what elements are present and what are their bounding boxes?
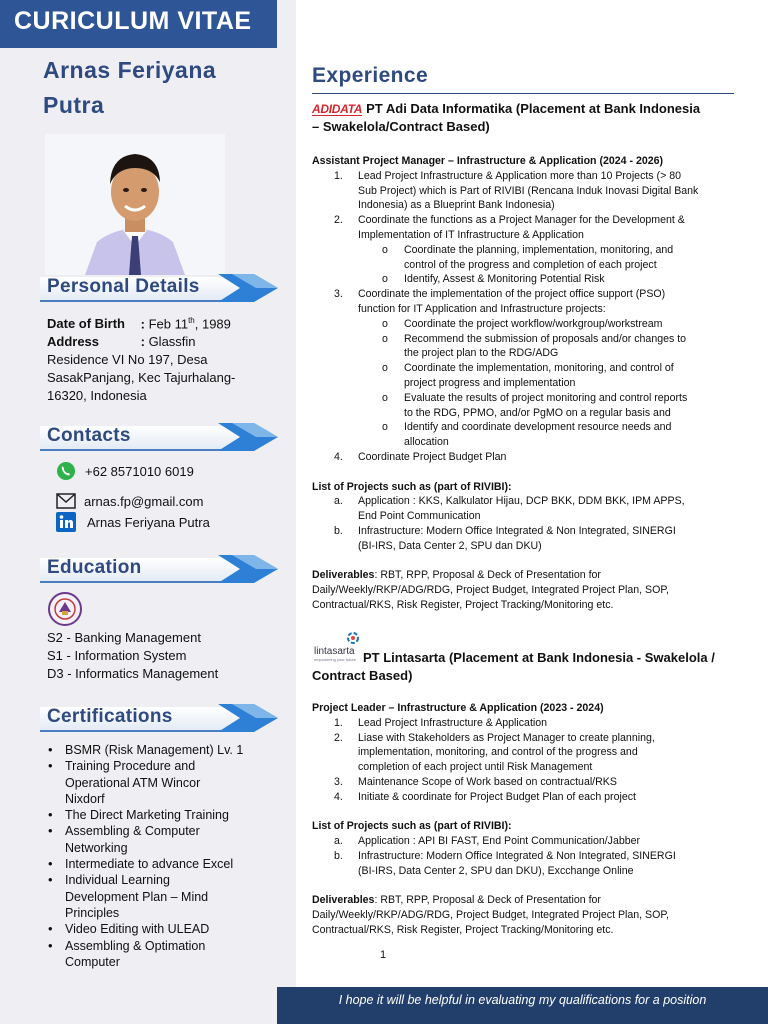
experience-lintasarta-details bbox=[312, 701, 740, 938]
numbered-item bbox=[312, 716, 740, 731]
arrow-decoration-icon bbox=[218, 423, 284, 455]
address-line-2: Residence VI No 197, Desa bbox=[47, 352, 208, 368]
certification-item: • Intermediate to advance Excel bbox=[46, 856, 286, 872]
item-marker: o bbox=[382, 421, 388, 434]
name-line-1: Arnas Feriyana bbox=[43, 57, 217, 83]
item-line: allocation bbox=[404, 436, 449, 449]
arrow-decoration-icon bbox=[218, 274, 284, 306]
numbered-item bbox=[312, 731, 740, 775]
footer-banner: I hope it will be helpful in evaluating my qualifications for a position bbox=[277, 987, 768, 1024]
projects-title: List of Projects such as (part of RIVIBI): bbox=[312, 820, 512, 833]
item-line: the project plan to the RDG/ADG bbox=[404, 347, 559, 360]
item-marker: o bbox=[382, 391, 388, 404]
contacts-heading bbox=[40, 423, 285, 457]
item-marker: a. bbox=[334, 495, 343, 508]
item-marker: 4. bbox=[334, 450, 343, 463]
contact-linkedin bbox=[55, 512, 210, 532]
profile-photo bbox=[45, 134, 225, 275]
certification-item: • BSMR (Risk Management) Lv. 1 bbox=[46, 742, 286, 758]
personal-details: Date of Birth : Feb 11th, 1989 Address : Glassfin Residence VI No 197, Desa SasakPanjang, Kec Tajurhalang- 16320, Indonesia bbox=[47, 312, 287, 405]
item-line: Coordinate the project workflow/workgroup/workstream bbox=[404, 317, 663, 330]
item-marker: 3. bbox=[334, 288, 343, 301]
linkedin-icon bbox=[55, 512, 77, 532]
project-item bbox=[312, 849, 740, 879]
certification-item: • Assembling & Optimation Computer bbox=[46, 938, 286, 971]
deliverables-text: : RBT, RPP, Proposal & Deck of Presentation for bbox=[374, 894, 601, 907]
dob-label: Date of Birth bbox=[47, 316, 125, 332]
person-portrait-icon bbox=[45, 134, 225, 275]
lintasarta-mark-icon bbox=[346, 631, 360, 645]
item-marker: o bbox=[382, 243, 388, 256]
item-line: project progress and implementation bbox=[404, 376, 576, 389]
deliverables-line: Daily/Weekly/RKP/ADG/RDG, Project Budget, Integrated Project Plan, SOP, bbox=[312, 909, 670, 922]
item-line: Identify, Assest & Monitoring Potential Risk bbox=[404, 273, 605, 286]
deliverables-line: Daily/Weekly/RKP/ADG/RDG, Project Budget, Integrated Project Plan, SOP, bbox=[312, 584, 670, 597]
experience-title: Experience bbox=[312, 64, 429, 87]
company-name-line-2: Contract Based) bbox=[312, 668, 413, 683]
deliverables-label: Deliverables bbox=[312, 569, 375, 582]
item-marker: o bbox=[382, 332, 388, 345]
item-line: Coordinate Project Budget Plan bbox=[358, 450, 507, 463]
deliverables-text: : RBT, RPP, Proposal & Deck of Presentation for bbox=[374, 569, 601, 582]
item-marker: b. bbox=[334, 524, 343, 537]
item-line: Sub Project) which is Part of RIVIBI (Rencana Induk Inovasi Digital Bank bbox=[358, 184, 699, 197]
education-heading bbox=[40, 555, 285, 589]
sub-bullet-item bbox=[312, 272, 740, 287]
deliverables bbox=[312, 568, 740, 612]
item-line: function for IT Application and Infrastructure projects: bbox=[358, 302, 606, 315]
item-line: Lead Project Infrastructure & Application bbox=[358, 716, 548, 729]
numbered-item bbox=[312, 169, 740, 213]
company-lintasarta bbox=[312, 649, 742, 685]
experience-divider bbox=[312, 93, 734, 94]
section-title: Education bbox=[47, 557, 142, 578]
education-item: S2 - Banking Management bbox=[47, 630, 201, 645]
deliverables-line: Contractual/RKS, Risk Register, Project Tracking/Monitoring etc. bbox=[312, 598, 614, 611]
item-marker: 3. bbox=[334, 775, 343, 788]
name-line-2: Putra bbox=[43, 92, 105, 118]
certification-item: • Individual Learning Development Plan – Mind Principles bbox=[46, 872, 286, 921]
sub-bullet-item bbox=[312, 317, 740, 332]
item-line: Maintenance Scope of Work based on contractual/RKS bbox=[358, 775, 617, 788]
deliverables-line: Contractual/RKS, Risk Register, Project Tracking/Monitoring etc. bbox=[312, 923, 614, 936]
arrow-decoration-icon bbox=[218, 555, 284, 587]
company-name-line-1: PT Adi Data Informatika (Placement at Bank Indonesia bbox=[366, 101, 701, 116]
section-title: Contacts bbox=[47, 425, 131, 446]
item-line: Implementation of IT Infrastructure & Application bbox=[358, 228, 584, 241]
certification-item: • Assembling & Computer Networking bbox=[46, 823, 286, 856]
item-line: Initiate & coordinate for Project Budget Plan of each project bbox=[358, 790, 636, 803]
sub-bullet-item bbox=[312, 243, 740, 273]
dob-day: Feb 11 bbox=[148, 316, 189, 332]
item-line: Evaluate the results of project monitoring and control reports bbox=[404, 391, 688, 404]
candidate-name bbox=[43, 53, 283, 123]
item-line: Coordinate the implementation, monitoring, and control of bbox=[404, 362, 674, 375]
sub-bullet-item bbox=[312, 391, 740, 421]
address-line-4: 16320, Indonesia bbox=[47, 388, 147, 404]
item-line: Application : KKS, Kalkulator Hijau, DCP BKK, DDM BKK, IPM APPS, bbox=[358, 495, 685, 508]
linkedin-name: Arnas Feriyana Putra bbox=[87, 514, 210, 530]
adidata-logo: ADIDATA bbox=[312, 102, 363, 116]
item-line: Identify and coordinate development resource needs and bbox=[404, 421, 672, 434]
sub-bullet-item bbox=[312, 332, 740, 362]
item-line: Coordinate the planning, implementation, monitoring, and bbox=[404, 243, 674, 256]
numbered-item bbox=[312, 775, 740, 790]
whatsapp-icon bbox=[55, 461, 77, 481]
education-item: D3 - Informatics Management bbox=[47, 666, 219, 681]
item-line: completion of each project until Risk Management bbox=[358, 761, 593, 774]
section-title: Certifications bbox=[47, 706, 173, 727]
item-marker: o bbox=[382, 362, 388, 375]
item-marker: o bbox=[382, 317, 388, 330]
numbered-item bbox=[312, 790, 740, 805]
item-line: Infrastructure: Modern Office Integrated & Non Integrated, SINERGI bbox=[358, 524, 676, 537]
project-item bbox=[312, 834, 740, 849]
item-line: Infrastructure: Modern Office Integrated & Non Integrated, SINERGI bbox=[358, 849, 676, 862]
projects-title: List of Projects such as (part of RIVIBI): bbox=[312, 480, 512, 493]
job-role: Assistant Project Manager – Infrastructure & Application (2024 - 2026) bbox=[312, 155, 664, 167]
lintasarta-logo: lintasarta empowering your future bbox=[312, 629, 364, 663]
item-line: implementation, monitoring, and control of the progress and bbox=[358, 746, 638, 759]
education-list bbox=[47, 629, 218, 683]
item-line: Recommend the submission of proposals and/or changes to bbox=[404, 332, 687, 345]
sub-bullet-item bbox=[312, 361, 740, 391]
certification-item: • Video Editing with ULEAD bbox=[46, 921, 286, 937]
email-address: arnas.fp@gmail.com bbox=[84, 493, 204, 509]
numbered-item bbox=[312, 213, 740, 243]
certification-item: • Training Procedure and Operational ATM Wincor Nixdorf bbox=[46, 758, 286, 807]
item-marker: a. bbox=[334, 835, 343, 848]
deliverables-line bbox=[312, 893, 740, 908]
job-role: Project Leader – Infrastructure & Application (2023 - 2024) bbox=[312, 702, 604, 714]
section-title: Personal Details bbox=[47, 276, 200, 297]
item-line: Coordinate the implementation of the project office support (PSO) bbox=[358, 288, 666, 301]
certification-list bbox=[46, 742, 286, 970]
education-item: S1 - Information System bbox=[47, 648, 187, 663]
item-line: Coordinate the functions as a Project Manager for the Development & bbox=[358, 214, 685, 227]
arrow-decoration-icon bbox=[218, 704, 284, 736]
personal-details-heading bbox=[40, 274, 285, 308]
address-line-1: Glassfin bbox=[148, 334, 196, 350]
cv-banner: CURICULUM VITAE bbox=[0, 0, 277, 48]
address-line-3: SasakPanjang, Kec Tajurhalang- bbox=[47, 370, 236, 386]
envelope-icon bbox=[55, 491, 77, 511]
item-line: Liase with Stakeholders as Project Manager to create planning, bbox=[358, 731, 655, 744]
item-line: (BI-IRS, Data Center 2, SPU dan DKU) bbox=[358, 539, 542, 552]
page-number: 1 bbox=[380, 949, 387, 961]
item-line: Application : API BI FAST, End Point Communication/Jabber bbox=[358, 835, 641, 848]
item-marker: 4. bbox=[334, 790, 343, 803]
experience-adidata-details bbox=[312, 154, 740, 613]
item-line: Lead Project Infrastructure & Application more than 10 Projects (> 80 bbox=[358, 169, 681, 182]
company-adidata bbox=[312, 100, 742, 136]
item-marker: b. bbox=[334, 849, 343, 862]
numbered-item bbox=[312, 287, 740, 317]
contact-phone bbox=[55, 461, 194, 481]
deliverables-line bbox=[312, 568, 740, 583]
project-item bbox=[312, 524, 740, 554]
item-marker: 1. bbox=[334, 716, 343, 729]
address-label: Address bbox=[47, 334, 100, 350]
deliverables bbox=[312, 893, 740, 937]
item-marker: o bbox=[382, 273, 388, 286]
item-line: control of the progress and completion of each project bbox=[404, 258, 657, 271]
company-name-line-2: – Swakelola/Contract Based) bbox=[312, 119, 490, 134]
item-line: End Point Communication bbox=[358, 510, 481, 523]
university-logo-icon bbox=[47, 592, 83, 626]
project-item bbox=[312, 494, 740, 524]
sub-bullet-item bbox=[312, 420, 740, 450]
item-marker: 2. bbox=[334, 731, 343, 744]
item-marker: 2. bbox=[334, 214, 343, 227]
item-line: to the RDG, PPMO, and/or PgMO on a regular basis and bbox=[404, 406, 671, 419]
certifications-heading bbox=[40, 704, 285, 738]
item-line: Indonesia) as a Blueprint Bank Indonesia) bbox=[358, 199, 555, 212]
item-marker: 1. bbox=[334, 169, 343, 182]
left-sidebar bbox=[0, 0, 296, 1024]
company-name-line-1: PT Lintasarta (Placement at Bank Indonesia - Swakelola / bbox=[363, 650, 715, 665]
numbered-item bbox=[312, 450, 740, 465]
deliverables-label: Deliverables bbox=[312, 894, 375, 907]
item-line: (BI-IRS, Data Center 2, SPU dan DKU), Excchange Online bbox=[358, 864, 634, 877]
contact-email bbox=[55, 491, 203, 511]
phone-number: +62 8571010 6019 bbox=[85, 463, 194, 479]
certification-item: • The Direct Marketing Training bbox=[46, 807, 286, 823]
